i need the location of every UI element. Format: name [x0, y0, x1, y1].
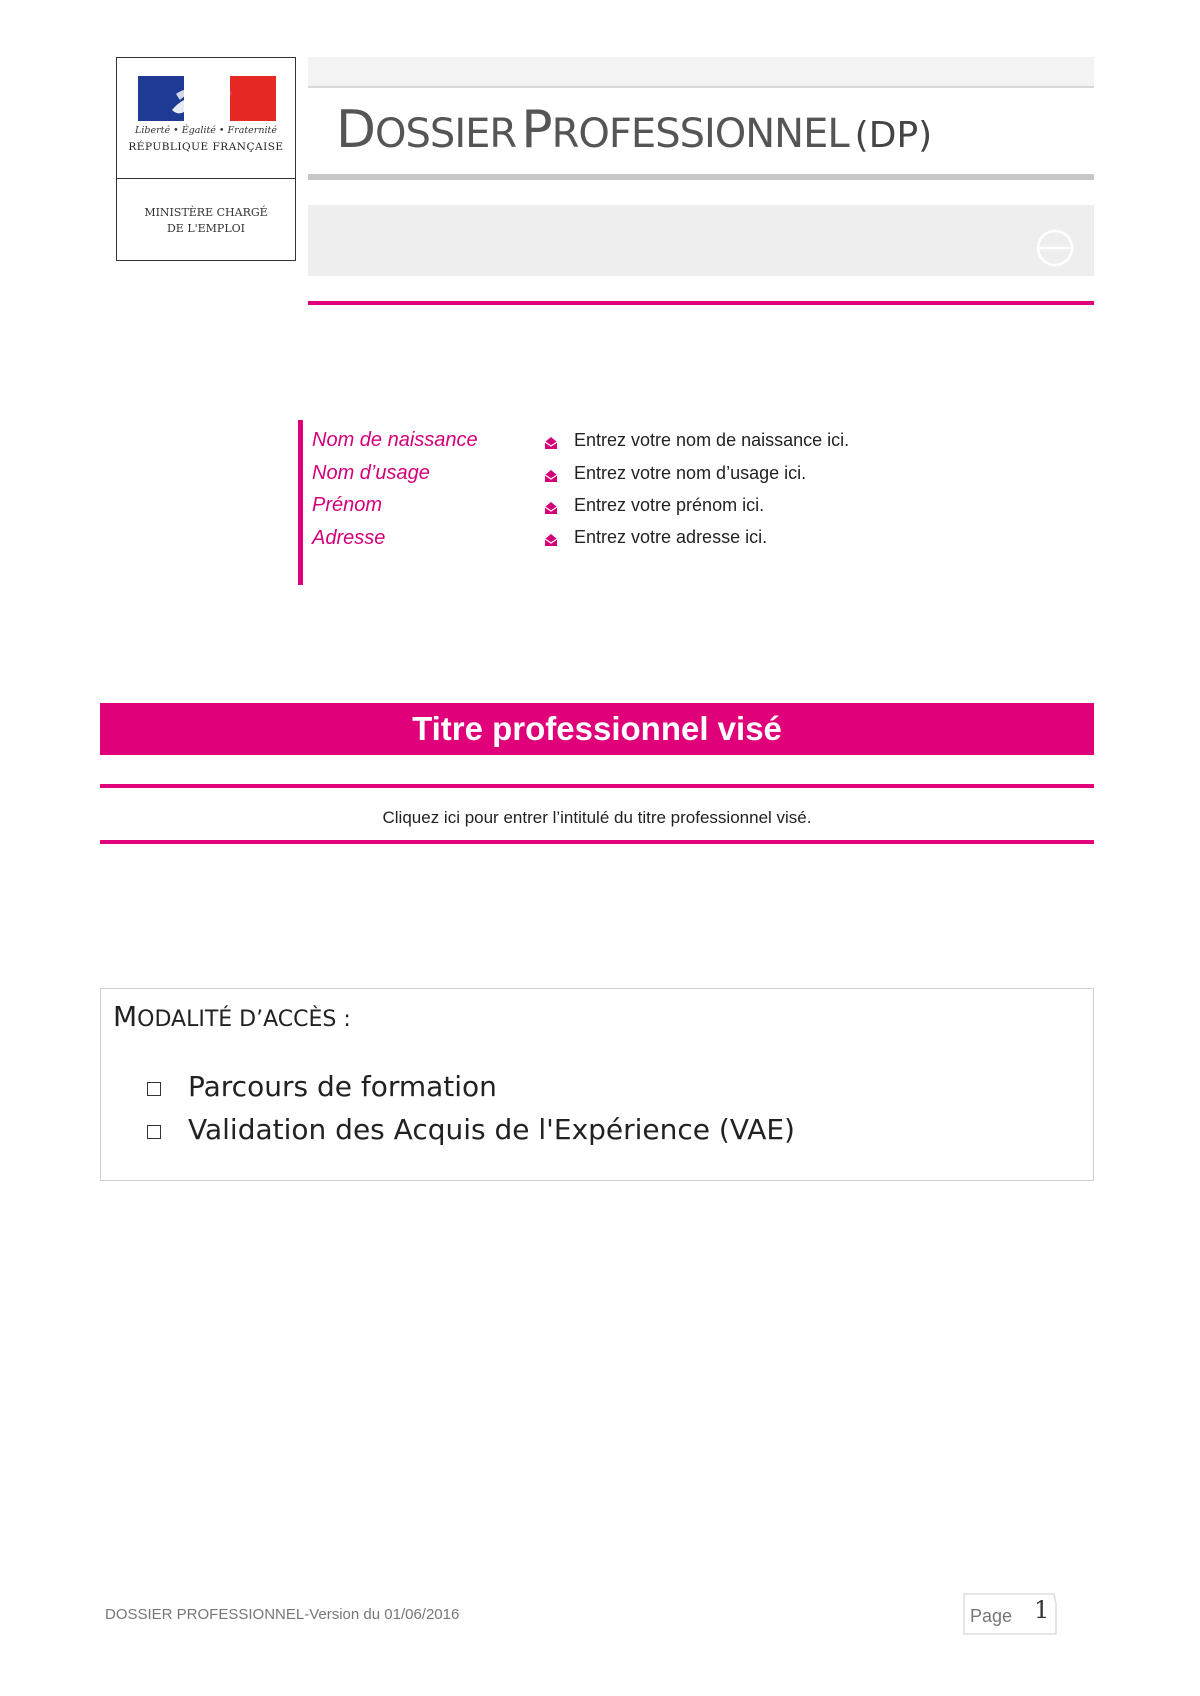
checkbox-vae[interactable] — [147, 1125, 161, 1139]
header-accent-line — [308, 301, 1094, 305]
ministry-line-1: MINISTÈRE CHARGÉ — [144, 206, 268, 219]
label-prenom: Prénom — [312, 494, 383, 516]
option-vae: Validation des Acquis de l'Expérience (VAE) — [188, 1113, 795, 1146]
identity-accent-bar — [298, 420, 303, 585]
envelope-icon — [544, 533, 558, 547]
titre-heading: Titre professionnel visé — [412, 710, 782, 747]
title-initial-p: P — [521, 100, 552, 160]
titre-input[interactable]: Cliquez ici pour entrer l’intitulé du titre professionnel visé. — [382, 808, 812, 827]
modalite-title-rest: ODALITÉ D’ACCÈS : — [137, 1007, 351, 1032]
modalite-title — [113, 1000, 351, 1033]
checkbox-parcours-formation[interactable] — [147, 1082, 161, 1096]
logo-divider — [116, 178, 296, 179]
minus-circle-icon — [1036, 229, 1074, 267]
title-initial-d: D — [336, 100, 376, 160]
document-title — [336, 100, 932, 164]
republic-name: RÉPUBLIQUE FRANÇAISE — [128, 141, 284, 153]
label-adresse: Adresse — [312, 527, 386, 549]
title-abbreviation: (DP) — [854, 115, 933, 156]
title-word-ossier: OSSIER — [375, 111, 517, 157]
republic-motto: Liberté • Égalité • Fraternité — [135, 125, 277, 136]
footer-text: DOSSIER PROFESSIONNEL-Version du 01/06/2016 — [105, 1606, 460, 1623]
ministry-name — [120, 205, 292, 237]
titre-top-line — [100, 784, 1094, 788]
title-subtitle-box — [308, 205, 1094, 276]
marianne-icon — [158, 74, 258, 124]
label-nom-naissance: Nom de naissance — [312, 429, 478, 451]
modalite-title-initial: M — [113, 1000, 138, 1033]
ministry-line-2: DE L'EMPLOI — [166, 222, 246, 235]
titre-bottom-line — [100, 840, 1094, 844]
envelope-icon — [544, 469, 558, 483]
title-underline — [308, 174, 1094, 180]
envelope-icon — [544, 436, 558, 450]
title-word-rofessionnel: ROFESSIONNEL — [551, 111, 849, 157]
page-number: 1 — [1034, 1596, 1050, 1624]
page-label: Page — [970, 1606, 1013, 1626]
label-nom-usage: Nom d’usage — [312, 462, 430, 484]
input-nom-usage[interactable]: Entrez votre nom d’usage ici. — [574, 463, 807, 483]
input-nom-naissance[interactable]: Entrez votre nom de naissance ici. — [574, 430, 850, 450]
title-top-band — [308, 57, 1094, 88]
option-parcours-formation: Parcours de formation — [188, 1070, 497, 1103]
input-adresse[interactable]: Entrez votre adresse ici. — [574, 527, 768, 547]
input-prenom[interactable]: Entrez votre prénom ici. — [574, 495, 765, 515]
envelope-icon — [544, 501, 558, 515]
